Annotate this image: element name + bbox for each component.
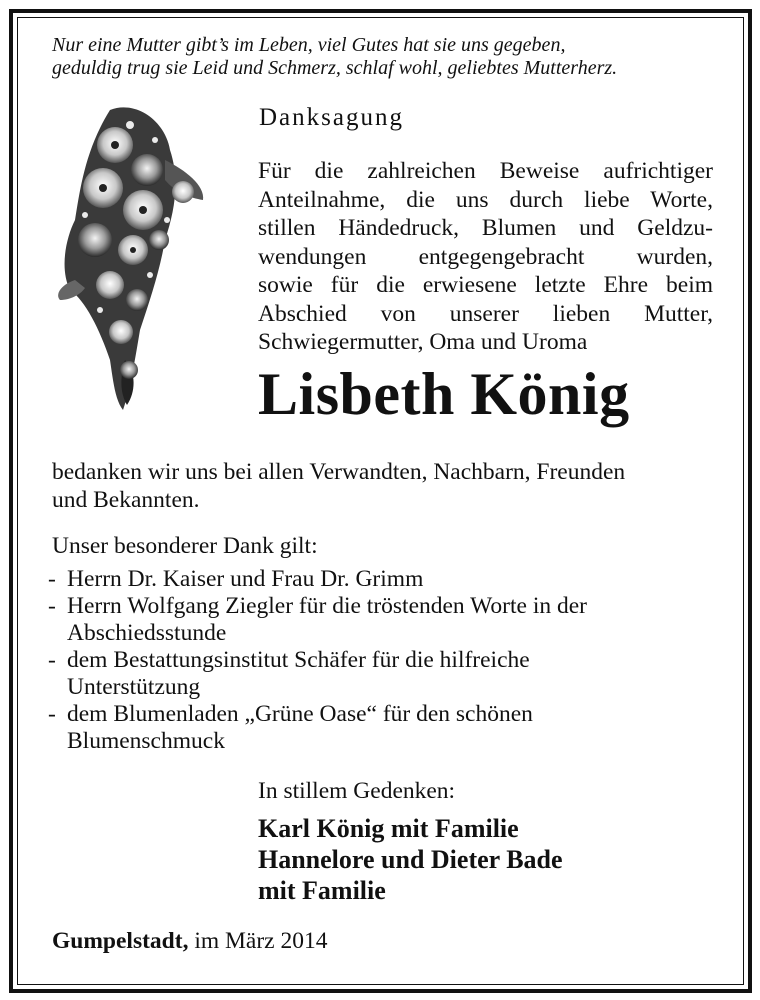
place-date-text: im März 2014 [188,928,328,954]
intro-line: stillen Händedruck, Blumen und Geldzu- [258,215,713,241]
list-item-text-continued: Blumenschmuck [67,728,225,754]
list-dash: - [48,647,56,673]
list-item-text-continued: Abschiedsstunde [67,620,227,646]
motto-line-1: Nur eine Mutter gibt’s im Leben, viel Gutes hat sie uns gegeben, [52,34,566,56]
signers-block [258,813,563,906]
signer-line: Karl König mit Familie [258,814,519,843]
thanks-line: und Bekannten. [52,487,200,513]
motto-verse [52,34,712,80]
list-item [48,566,713,593]
place-date [52,928,327,955]
flower-bouquet-icon [55,100,215,420]
special-thanks-list [48,566,713,755]
deceased-name: Lisbeth König [258,361,630,427]
list-item-text: Herrn Dr. Kaiser und Frau Dr. Grimm [67,566,424,592]
intro-line: Für die zahlreichen Beweise aufrichtiger [258,158,713,184]
list-item-text: dem Blumenladen „Grüne Oase“ für den schönen [67,701,533,727]
intro-line: Abschied von unserer lieben Mutter, [258,300,713,327]
thanks-paragraph [52,458,714,514]
intro-line: sowie für die erwiesene letzte Ehre beim [258,272,713,298]
intro-paragraph [258,157,713,357]
list-item-text: dem Bestattungsinstitut Schäfer für die hilfreiche [67,647,530,673]
heading-danksagung: Danksagung [259,104,404,131]
memory-label: In stillem Gedenken: [258,778,456,804]
intro-line: Schwiegermutter, Oma und Uroma [258,329,588,355]
list-item-text-continued: Unterstützung [67,674,201,700]
intro-line: Anteilnahme, die uns durch liebe Worte, [258,186,713,213]
list-item [48,593,713,647]
intro-line: wendungen entgegengebracht wurden, [258,243,713,270]
list-dash: - [48,593,56,619]
signer-line: mit Familie [258,876,386,905]
list-dash: - [48,566,56,592]
list-item-text: Herrn Wolfgang Ziegler für die tröstenden Worte in der [67,593,588,619]
special-thanks-label: Unser besonderer Dank gilt: [52,533,318,559]
list-item [48,647,713,701]
signer-line: Hannelore und Dieter Bade [258,845,563,874]
place-city: Gumpelstadt, [52,928,189,954]
thanks-line: bedanken wir uns bei allen Verwandten, Nachbarn, Freunden [52,459,626,485]
list-dash: - [48,701,56,727]
list-item [48,701,713,755]
motto-line-2: geduldig trug sie Leid und Schmerz, schlaf wohl, geliebtes Mutterherz. [52,57,618,79]
